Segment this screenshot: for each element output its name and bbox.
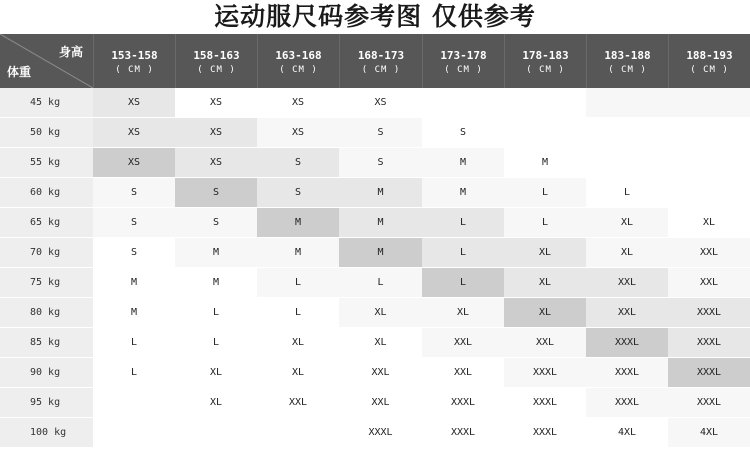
size-cell: L	[504, 208, 586, 238]
size-cell: XS	[257, 118, 339, 148]
size-cell: S	[175, 178, 257, 208]
weight-row-label: 70 kg	[0, 238, 93, 268]
size-cell: M	[339, 208, 422, 238]
size-cell: XS	[339, 88, 422, 118]
height-unit: ( CM )	[115, 65, 154, 75]
column-header	[422, 34, 504, 88]
size-cell: L	[257, 298, 339, 328]
size-cell: XXXL	[586, 358, 668, 388]
size-cell: S	[257, 148, 339, 178]
size-cell: XL	[257, 328, 339, 358]
column-header	[339, 34, 422, 88]
size-cell: XL	[504, 268, 586, 298]
size-cell: XS	[175, 148, 257, 178]
height-range: 168-173	[357, 49, 405, 62]
size-cell: XXL	[339, 358, 422, 388]
size-cell	[668, 148, 750, 178]
size-cell: S	[339, 118, 422, 148]
size-cell	[586, 88, 668, 118]
size-cell: S	[93, 238, 175, 268]
size-cell: 4XL	[586, 418, 668, 448]
size-cell: XXL	[422, 328, 504, 358]
size-cell: XL	[339, 328, 422, 358]
height-range: 183-188	[604, 49, 651, 62]
size-cell: XXL	[339, 388, 422, 418]
size-cell: XXL	[668, 268, 750, 298]
size-cell	[668, 118, 750, 148]
size-cell: XXXL	[504, 388, 586, 418]
size-cell: L	[504, 178, 586, 208]
size-cell: XS	[93, 88, 175, 118]
corner-header-cell	[0, 34, 93, 88]
height-range: 163-168	[275, 49, 322, 62]
size-cell	[257, 418, 339, 448]
weight-row-label: 85 kg	[0, 328, 93, 358]
size-cell: XXXL	[668, 358, 750, 388]
height-range: 173-178	[440, 49, 487, 62]
size-cell: XXXL	[504, 358, 586, 388]
height-unit: ( CM )	[690, 65, 729, 75]
weight-row-label: 80 kg	[0, 298, 93, 328]
size-cell: XL	[586, 238, 668, 268]
column-header	[586, 34, 668, 88]
size-cell: L	[422, 238, 504, 268]
size-cell: XL	[339, 298, 422, 328]
height-range: 153-158	[111, 49, 158, 62]
size-cell: XL	[504, 298, 586, 328]
size-cell: XL	[175, 358, 257, 388]
size-cell	[668, 88, 750, 118]
size-cell: XXL	[422, 358, 504, 388]
size-cell: M	[504, 148, 586, 178]
column-header	[257, 34, 339, 88]
size-cell	[668, 178, 750, 208]
size-cell: L	[175, 328, 257, 358]
size-cell: XXXL	[586, 388, 668, 418]
column-header	[504, 34, 586, 88]
size-cell: L	[422, 208, 504, 238]
height-range: 188-193	[686, 49, 733, 62]
size-cell: M	[339, 238, 422, 268]
height-unit: ( CM )	[279, 65, 318, 75]
size-cell: S	[257, 178, 339, 208]
size-cell	[504, 118, 586, 148]
size-cell: L	[586, 178, 668, 208]
size-cell: XXXL	[668, 298, 750, 328]
size-cell: XS	[175, 118, 257, 148]
size-cell	[586, 118, 668, 148]
column-header	[175, 34, 257, 88]
size-cell	[504, 88, 586, 118]
size-cell: XXXL	[422, 418, 504, 448]
size-cell: S	[175, 208, 257, 238]
size-cell: XS	[257, 88, 339, 118]
size-cell: XXXL	[668, 328, 750, 358]
size-cell: XXXL	[586, 328, 668, 358]
size-cell: XS	[93, 118, 175, 148]
weight-axis-label: 体重	[7, 65, 32, 79]
size-cell: XXXL	[339, 418, 422, 448]
height-unit: ( CM )	[197, 65, 236, 75]
size-cell: L	[339, 268, 422, 298]
height-unit: ( CM )	[608, 65, 647, 75]
weight-row-label: 75 kg	[0, 268, 93, 298]
size-cell: M	[339, 178, 422, 208]
weight-row-label: 90 kg	[0, 358, 93, 388]
size-cell: L	[175, 298, 257, 328]
page-title: 运动服尺码参考图 仅供参考	[214, 2, 536, 31]
size-cell: XXXL	[504, 418, 586, 448]
weight-row-label: 100 kg	[0, 418, 93, 448]
size-cell: 4XL	[668, 418, 750, 448]
size-table	[0, 34, 750, 456]
size-cell: M	[93, 268, 175, 298]
size-cell: XL	[504, 238, 586, 268]
column-header	[668, 34, 750, 88]
size-cell: M	[175, 238, 257, 268]
size-cell: M	[175, 268, 257, 298]
size-cell: XL	[586, 208, 668, 238]
size-cell	[586, 148, 668, 178]
size-cell: L	[93, 328, 175, 358]
weight-row-label: 45 kg	[0, 88, 93, 118]
size-cell: S	[93, 178, 175, 208]
size-cell: M	[93, 298, 175, 328]
weight-row-label: 60 kg	[0, 178, 93, 208]
size-cell: XL	[175, 388, 257, 418]
weight-row-label: 65 kg	[0, 208, 93, 238]
size-cell: XXL	[586, 268, 668, 298]
size-cell: XS	[175, 88, 257, 118]
height-axis-label: 身高	[58, 45, 83, 59]
size-cell: M	[422, 148, 504, 178]
size-cell	[93, 388, 175, 418]
height-unit: ( CM )	[361, 65, 401, 75]
weight-row-label: 55 kg	[0, 148, 93, 178]
column-header	[93, 34, 175, 88]
size-cell: XL	[257, 358, 339, 388]
size-cell: XXL	[668, 238, 750, 268]
size-cell	[422, 88, 504, 118]
size-cell: M	[257, 208, 339, 238]
size-cell	[175, 418, 257, 448]
size-cell: XXXL	[668, 388, 750, 418]
height-range: 178-183	[522, 49, 569, 62]
size-cell: L	[422, 268, 504, 298]
size-cell: XXL	[257, 388, 339, 418]
size-cell: L	[93, 358, 175, 388]
size-cell	[93, 418, 175, 448]
size-cell: L	[257, 268, 339, 298]
height-range: 158-163	[193, 49, 240, 62]
size-cell: XXL	[504, 328, 586, 358]
size-cell: S	[339, 148, 422, 178]
weight-row-label: 50 kg	[0, 118, 93, 148]
size-cell: M	[422, 178, 504, 208]
height-unit: ( CM )	[444, 65, 483, 75]
size-cell: XS	[93, 148, 175, 178]
size-cell: XL	[422, 298, 504, 328]
size-cell: M	[257, 238, 339, 268]
size-cell: XL	[668, 208, 750, 238]
size-cell: S	[93, 208, 175, 238]
size-cell: XXL	[586, 298, 668, 328]
size-cell: S	[422, 118, 504, 148]
size-cell: XXXL	[422, 388, 504, 418]
weight-row-label: 95 kg	[0, 388, 93, 418]
height-unit: ( CM )	[526, 65, 565, 75]
